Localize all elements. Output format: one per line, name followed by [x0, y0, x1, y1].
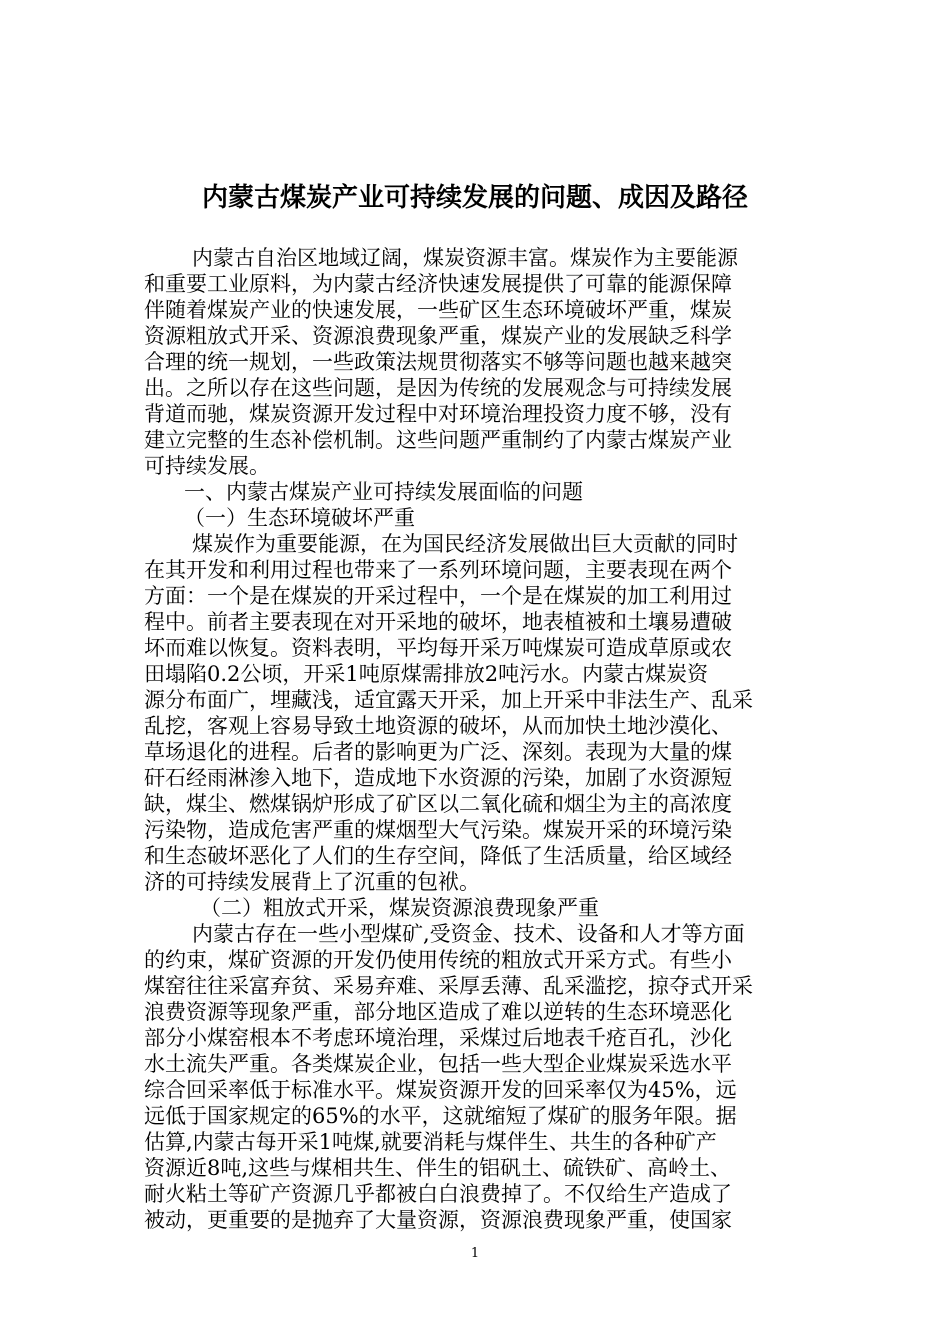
text-line: 乱挖，客观上容易导致土地资源的破坏，从而加快土地沙漠化、 [144, 714, 732, 738]
text-line: 坏而难以恢复。资料表明，平均每开采万吨煤炭可造成草原或农 [144, 636, 732, 660]
subsection-heading: （二）粗放式开采，煤炭资源浪费现象严重 [200, 896, 599, 920]
text-line: 和重要工业原料，为内蒙古经济快速发展提供了可靠的能源保障 [144, 272, 732, 296]
text-line: 程中。前者主要表现在对开采地的破坏，地表植被和土壤易遭破 [144, 610, 732, 634]
body-text [144, 245, 808, 1233]
text-line: 煤窑往往采富弃贫、采易弃难、采厚丢薄、乱采滥挖，掠夺式开采 [144, 974, 753, 998]
text-line: 资源近8吨,这些与煤相共生、伴生的铝矾土、硫铁矿、高岭土、 [144, 1156, 732, 1180]
text-line: 田塌陷0.2公顷，开采1吨原煤需排放2吨污水。内蒙古煤炭资 [144, 662, 709, 686]
text-line: 合理的统一规划，一些政策法规贯彻落实不够等问题也越来越突 [144, 350, 732, 374]
text-line: 草场退化的进程。后者的影响更为广泛、深刻。表现为大量的煤 [144, 740, 732, 764]
text-line: 资源粗放式开采、资源浪费现象严重，煤炭产业的发展缺乏科学 [144, 324, 732, 348]
text-line: 水土流失严重。各类煤炭企业，包括一些大型企业煤炭采选水平 [144, 1052, 732, 1076]
text-line: 内蒙古自治区地域辽阔，煤炭资源丰富。煤炭作为主要能源 [192, 246, 738, 270]
text-line: 和生态破坏恶化了人们的生存空间，降低了生活质量，给区域经 [144, 844, 732, 868]
text-line: 可持续发展。 [144, 454, 270, 478]
text-line: 污染物，造成危害严重的煤烟型大气污染。煤炭开采的环境污染 [144, 818, 732, 842]
text-line: 内蒙古存在一些小型煤矿,受资金、技术、设备和人才等方面 [192, 922, 745, 946]
text-line: 煤炭作为重要能源，在为国民经济发展做出巨大贡献的同时 [192, 532, 738, 556]
text-line: 伴随着煤炭产业的快速发展，一些矿区生态环境破坏严重，煤炭 [144, 298, 732, 322]
section-heading: 一、内蒙古煤炭产业可持续发展面临的问题 [184, 480, 583, 504]
text-line: 在其开发和利用过程也带来了一系列环境问题，主要表现在两个 [144, 558, 732, 582]
text-line: 的约束，煤矿资源的开发仍使用传统的粗放式开采方式。有些小 [144, 948, 732, 972]
page-title: 内蒙古煤炭产业可持续发展的问题、成因及路径 [201, 183, 748, 213]
text-line: 综合回采率低于标准水平。煤炭资源开发的回采率仅为45%，远 [144, 1078, 737, 1102]
text-line: 出。之所以存在这些问题，是因为传统的发展观念与可持续发展 [144, 376, 732, 400]
text-line: 部分小煤窑根本不考虑环境治理，采煤过后地表千疮百孔，沙化 [144, 1026, 732, 1050]
text-line: 估算,内蒙古每开采1吨煤,就要消耗与煤伴生、共生的各种矿产 [144, 1130, 717, 1154]
text-line: 矸石经雨淋渗入地下，造成地下水资源的污染，加剧了水资源短 [144, 766, 732, 790]
page-number: 1 [470, 1246, 480, 1261]
text-line: 被动，更重要的是抛弃了大量资源，资源浪费现象严重，使国家 [144, 1208, 732, 1232]
subsection-heading: （一）生态环境破坏严重 [184, 506, 415, 530]
text-line: 耐火粘土等矿产资源几乎都被白白浪费掉了。不仅给生产造成了 [144, 1182, 732, 1206]
text-line: 济的可持续发展背上了沉重的包袱。 [144, 870, 480, 894]
text-line: 浪费资源等现象严重，部分地区造成了难以逆转的生态环境恶化 [144, 1000, 732, 1024]
text-line: 远低于国家规定的65%的水平，这就缩短了煤矿的服务年限。据 [144, 1104, 737, 1128]
text-line: 缺，煤尘、燃煤锅炉形成了矿区以二氧化硫和烟尘为主的高浓度 [144, 792, 732, 816]
text-line: 建立完整的生态补偿机制。这些问题严重制约了内蒙古煤炭产业 [144, 428, 732, 452]
text-line: 背道而驰，煤炭资源开发过程中对环境治理投资力度不够，没有 [144, 402, 732, 426]
text-line: 方面：一个是在煤炭的开采过程中，一个是在煤炭的加工利用过 [144, 584, 732, 608]
text-line: 源分布面广，埋藏浅，适宜露天开采，加上开采中非法生产、乱采 [144, 688, 753, 712]
